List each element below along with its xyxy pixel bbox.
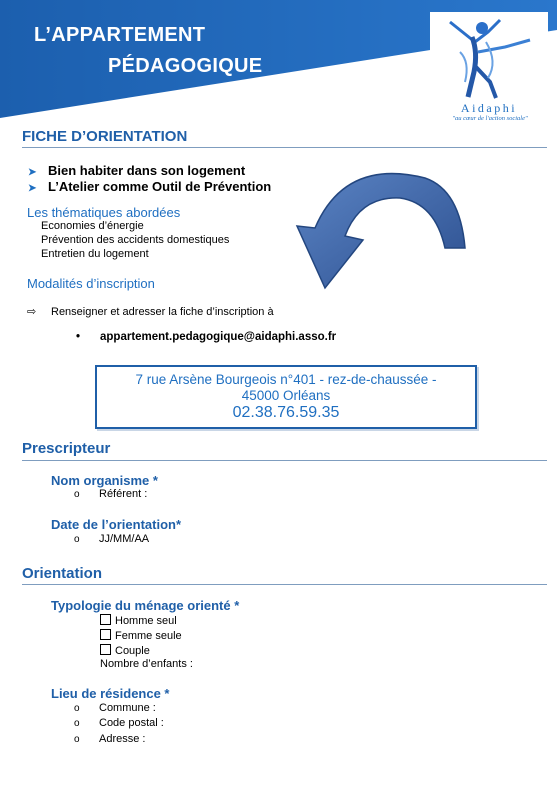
instruction-text: Renseigner et adresser la fiche d’inscription à [51, 306, 274, 318]
code-postal-field[interactable] [74, 717, 164, 729]
logo-tagline: "au cœur de l'action sociale" [452, 115, 528, 122]
address-box [95, 365, 477, 429]
circle-bullet-icon: o [74, 534, 80, 545]
option-homme-seul[interactable] [100, 614, 177, 627]
dancer-figure-icon [430, 12, 548, 104]
option-label: Homme seul [115, 615, 177, 627]
adresse-label: Adresse : [99, 733, 146, 745]
circle-bullet-icon: o [74, 734, 80, 745]
bullet-item [28, 163, 245, 178]
date-value: JJ/MM/AA [99, 533, 150, 545]
circle-bullet-icon: o [74, 718, 80, 729]
option-label: Couple [115, 645, 150, 657]
code-postal-label: Code postal : [99, 717, 164, 729]
address-street: 7 rue Arsène Bourgeois n°401 - rez-de-chaussée - [135, 372, 437, 387]
checkbox[interactable] [100, 629, 111, 640]
circle-bullet-icon: o [74, 489, 80, 500]
org-label: Nom organisme * [51, 473, 158, 488]
themes-heading: Les thématiques abordées [27, 205, 181, 220]
email-line [76, 331, 336, 343]
referent-label: Référent : [99, 488, 148, 500]
typologie-label: Typologie du ménage orienté * [51, 598, 240, 613]
option-couple[interactable] [100, 644, 150, 657]
divider [22, 460, 547, 461]
lieu-label: Lieu de résidence * [51, 686, 170, 701]
arrow-bullet-icon: ➤ [28, 167, 37, 178]
option-label: Femme seule [115, 630, 182, 642]
orientation-heading: Orientation [22, 565, 103, 582]
page-title-line2: PÉDAGOGIQUE [108, 55, 263, 77]
address-city: 45000 Orléans [241, 388, 331, 403]
divider [22, 147, 547, 148]
bullet-text: Bien habiter dans son logement [48, 163, 246, 178]
checkbox[interactable] [100, 614, 111, 625]
email-link[interactable]: appartement.pedagogique@aidaphi.asso.fr [100, 331, 337, 343]
commune-field[interactable] [74, 702, 156, 714]
enfants-field[interactable]: Nombre d’enfants : [100, 658, 193, 670]
modalites-heading: Modalités d’inscription [27, 276, 155, 291]
option-femme-seule[interactable] [100, 629, 182, 642]
divider [22, 584, 547, 585]
theme-item: Economies d’énergie [41, 220, 144, 232]
logo-name: Aidaphi [460, 101, 518, 115]
instruction-line [27, 305, 274, 318]
bullet-text: L’Atelier comme Outil de Prévention [48, 179, 272, 194]
date-field[interactable] [74, 533, 149, 545]
hollow-arrow-icon: ⇨ [27, 306, 37, 318]
checkbox[interactable] [100, 644, 111, 655]
curved-arrow-icon [285, 168, 470, 298]
fiche-heading: FICHE D’ORIENTATION [22, 128, 188, 145]
phone-number: 02.38.76.59.35 [232, 404, 340, 421]
referent-field[interactable] [74, 488, 147, 500]
theme-item: Prévention des accidents domestiques [41, 234, 230, 246]
bullet-dot-icon: • [76, 331, 81, 343]
adresse-field[interactable] [74, 733, 145, 745]
commune-label: Commune : [99, 702, 156, 714]
date-label: Date de l’orientation* [51, 517, 182, 532]
page-title-line1: L’APPARTEMENT [34, 24, 206, 46]
arrow-bullet-icon: ➤ [28, 183, 37, 194]
theme-item: Entretien du logement [41, 248, 149, 260]
prescripteur-heading: Prescripteur [22, 440, 111, 457]
bullet-item [28, 179, 271, 194]
circle-bullet-icon: o [74, 703, 80, 714]
